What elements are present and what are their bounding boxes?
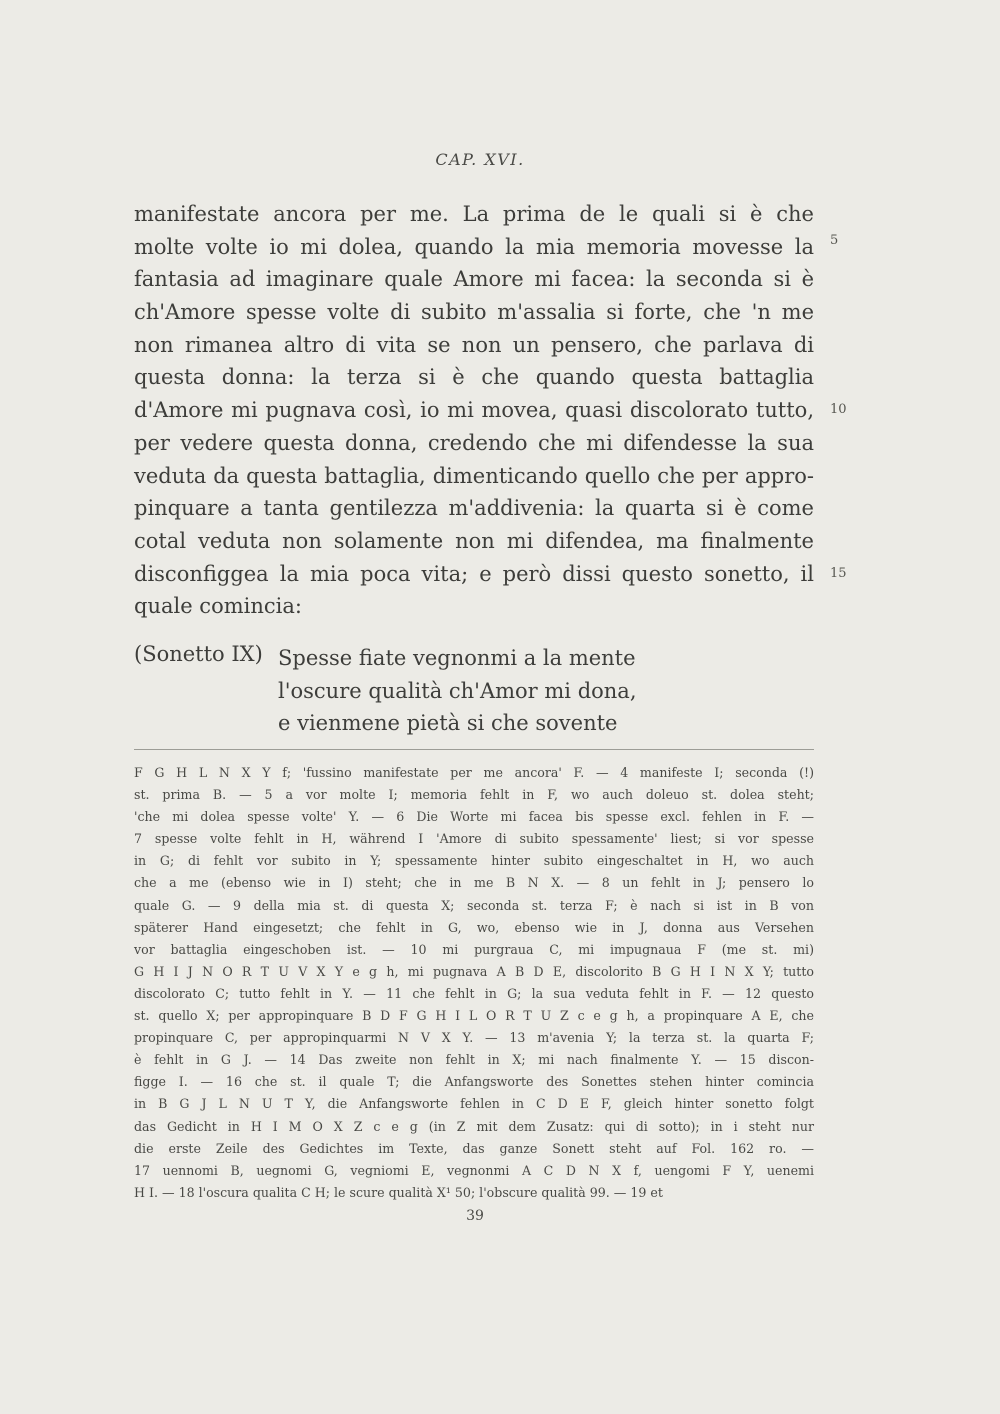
apparatus-line: è fehlt in G J. — 14 Das zweite non fehlt in X; mi nach finalmente Y. — 15 discon- xyxy=(134,1052,814,1068)
prose-body xyxy=(134,198,814,623)
apparatus-line: späterer Hand eingesetzt; che fehlt in G, wo, ebenso wie in J, donna aus Versehen xyxy=(134,919,814,935)
prose-line: questa donna: la terza si è che quando questa battaglia xyxy=(134,365,814,390)
critical-apparatus xyxy=(134,762,814,1204)
sonnet-verse xyxy=(278,642,637,740)
running-header: CAP. XVI. xyxy=(435,150,525,169)
apparatus-line: discolorato C; tutto fehlt in Y. — 11 che fehlt in G; la sua veduta fehlt in F. — 12 questo xyxy=(134,985,814,1001)
line-number: 5 xyxy=(830,233,839,248)
apparatus-line: die erste Zeile des Gedichtes im Texte, das ganze Sonett steht auf Fol. 162 ro. — xyxy=(134,1140,814,1156)
prose-line: veduta da questa battaglia, dimenticando quello che per appro- xyxy=(134,463,814,488)
footnote-rule xyxy=(134,749,814,750)
prose-line: cotal veduta non solamente non mi difendea, ma finalmente xyxy=(134,528,814,553)
prose-line: pinquare a tanta gentilezza m'addivenia: la quarta si è come xyxy=(134,496,814,521)
apparatus-line: H I. — 18 l'oscura qualita C H; le scure qualità X¹ 50; l'obscure qualità 99. — 19 et xyxy=(134,1184,663,1200)
verse-line: e vienmene pietà si che sovente xyxy=(278,711,618,735)
apparatus-line: G H I J N O R T U V X Y e g h, mi pugnava A B D E, discolorito B G H I N X Y; tutto xyxy=(134,963,814,979)
prose-line: disconfiggea la mia poca vita; e però dissi questo sonetto, il xyxy=(134,561,814,586)
apparatus-line: das Gedicht in H I M O X Z c e g (in Z mit dem Zusatz: qui di sotto); in i steht nur xyxy=(134,1118,814,1134)
prose-line: d'Amore mi pugnava così, io mi movea, quasi discolorato tutto, xyxy=(134,398,814,423)
apparatus-line: st. prima B. — 5 a vor molte I; memoria fehlt in F, wo auch doleuo st. dolea steht; xyxy=(134,787,814,803)
line-number: 15 xyxy=(830,566,847,581)
line-number: 10 xyxy=(830,402,847,417)
prose-line: quale comincia: xyxy=(134,594,302,619)
apparatus-line: F G H L N X Y f; 'fussino manifestate per me ancora' F. — 4 manifeste I; seconda (!) xyxy=(134,765,814,780)
apparatus-line: 7 spesse volte fehlt in H, während I 'Amore di subito spessamente' liest; si vor spesse xyxy=(134,831,814,847)
apparatus-line: che a me (ebenso wie in I) steht; che in me B N X. — 8 un fehlt in J; pensero lo xyxy=(134,875,814,891)
apparatus-line: quale G. — 9 della mia st. di questa X; seconda st. terza F; è nach si ist in B von xyxy=(134,897,814,913)
apparatus-line: figge I. — 16 che st. il quale T; die Anfangsworte des Sonettes stehen hinter comincia xyxy=(134,1074,814,1090)
page-number: 39 xyxy=(466,1208,484,1224)
apparatus-line: vor battaglia eingeschoben ist. — 10 mi purgraua C, mi impugnaua F (me st. mi) xyxy=(134,941,814,957)
apparatus-line: 17 uennomi B, uegnomi G, vegniomi E, vegnonmi A C D N X f, uengomi F Y, uenemi xyxy=(134,1162,814,1178)
verse-line: Spesse fiate vegnonmi a la mente xyxy=(278,646,636,670)
sonnet-label: (Sonetto IX) xyxy=(134,642,263,666)
prose-line: ch'Amore spesse volte di subito m'assalia si forte, che 'n me xyxy=(134,300,814,325)
prose-line: fantasia ad imaginare quale Amore mi facea: la seconda si è xyxy=(134,267,814,292)
apparatus-line: in B G J L N U T Y, die Anfangsworte fehlen in C D E F, gleich hinter sonetto folgt xyxy=(134,1096,814,1112)
apparatus-line: 'che mi dolea spesse volte' Y. — 6 Die Worte mi facea bis spesse excl. fehlen in F. — xyxy=(134,809,814,825)
prose-line: manifestate ancora per me. La prima de le quali si è che xyxy=(134,202,814,226)
apparatus-line: st. quello X; per appropinquare B D F G H I L O R T U Z c e g h, a propinquare A E, che xyxy=(134,1008,814,1024)
apparatus-line: in G; di fehlt vor subito in Y; spessamente hinter subito eingeschaltet in H, wo auch xyxy=(134,853,814,869)
apparatus-line: propinquare C, per appropinquarmi N V X Y. — 13 m'avenia Y; la terza st. la quarta F; xyxy=(134,1030,814,1046)
prose-line: per vedere questa donna, credendo che mi difendesse la sua xyxy=(134,430,814,455)
prose-line: molte volte io mi dolea, quando la mia memoria movesse la xyxy=(134,234,814,259)
verse-line: l'oscure qualità ch'Amor mi dona, xyxy=(278,678,637,703)
prose-line: non rimanea altro di vita se non un pensero, che parlava di xyxy=(134,332,814,357)
